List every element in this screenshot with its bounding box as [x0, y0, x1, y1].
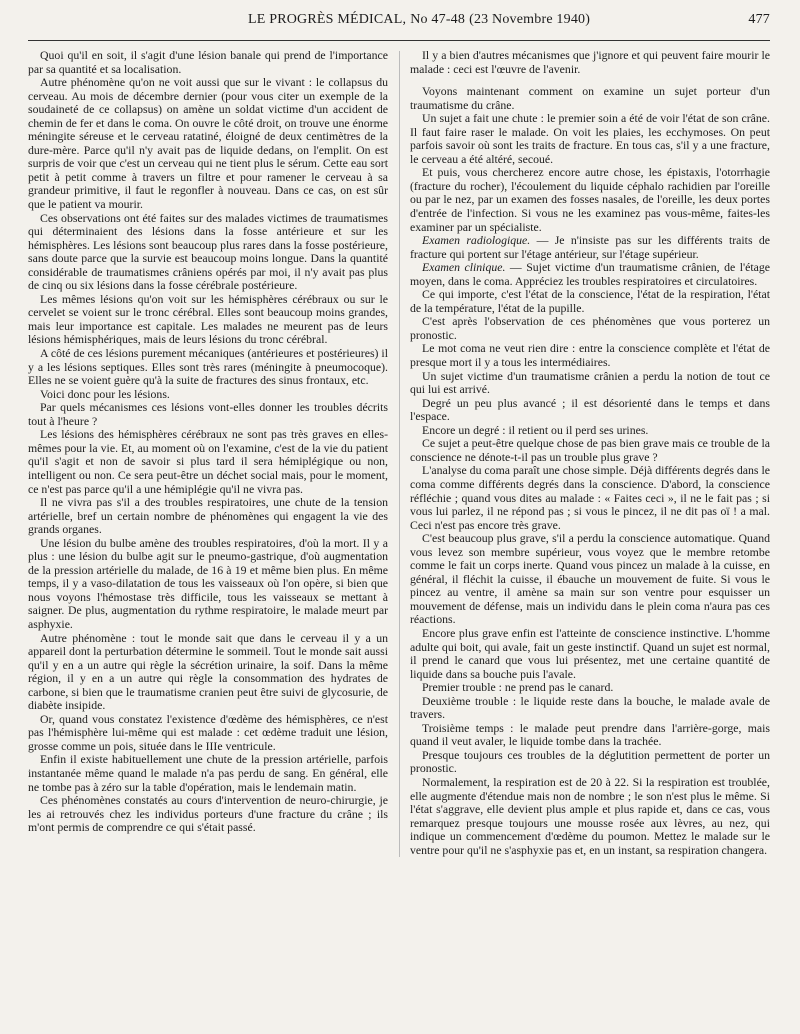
issue-date: (23 Novembre 1940) — [469, 12, 591, 27]
journal-title: LE PROGRÈS MÉDICAL, — [248, 12, 407, 27]
clinic-text: — Sujet victime d'un traumatisme crânien, de l'étage moyen, dans le coma. Appréciez les troubles respiratoires et circulatoires. — [410, 260, 770, 288]
paragraph: Or, quand vous constatez l'existence d'œdème des hémisphères, ce n'est pas l'hémisphère lui-même qui est malade : cet œdème traduit une lésion, grosse comme un pois, située dans le IIIe ventricule. — [28, 711, 388, 753]
paragraph: Une lésion du bulbe amène des troubles respiratoires, d'où la mort. Il y a plus : une lésion du bulbe agit sur le pneumo-gastrique, d'où augmentation de la pression artérielle du malade, de 16 à 19 et même bien plus. En même temps, il y a vaso-dilatation de tous les vaisseaux où l'on opère, si bien que nous voyons l'hémostase très difficile, tous les vaisseaux se mettant à saigner. De plus, augmentation du rythme respiratoire, le malade meurt par asphyxie. — [28, 535, 388, 631]
paragraph: Troisième temps : le malade peut prendre dans l'arrière-gorge, mais quand il veut avaler, le liquide tombe dans la trachée. — [410, 720, 770, 749]
paragraph: Encore plus grave enfin est l'atteinte de conscience instinctive. L'homme adulte qui boit, qui avale, fait un geste instinctif. Quand un sujet est normal, il prend le canard que vous lui présentez, met une certaine quantité de liquide dans sa bouche puis l'avale. — [410, 625, 770, 681]
running-header — [28, 12, 770, 36]
paragraph: Voyons maintenant comment on examine un sujet porteur d'un traumatisme du crâne. — [410, 84, 770, 112]
paragraph: Autre phénomène qu'on ne voit aussi que sur le vivant : le collapsus du cerveau. Au mois de décembre dernier (pour vous citer un exemple de la soudaineté de ce collapsus) on amène un soldat victime d'un accident de chemin de fer et dans le coma. On ouvre le côté droit, on trouve une énorme méningite séreuse et le cerveau ratatiné, éloigné de deux centimètres de la dure-mère. Parce qu'il n'y avait pas de liquide dedans, on l'emplit. On est surpris de voir que c'est un cerveau qui ne tient plus le sérum. Cette eau sort petit à petit comme à travers un filtre et pour ramener le cerveau à sa grandeur primitive, il faut le regonfler à nouveau. Dans ce cas, on est sûr que le patient va mourir. — [28, 75, 388, 212]
header-rule — [28, 40, 770, 41]
paragraph: A côté de ces lésions purement mécaniques (antérieures et postérieures) il y a les lésions septiques. Elles sont très rares (méningite à pneumocoque). Elles ne se voient guère qu'à la suite de fractures des sinus frontaux, etc. — [28, 346, 388, 388]
two-column-body — [28, 49, 770, 857]
paragraph: Quoi qu'il en soit, il s'agit d'une lésion banale qui prend de l'importance par sa quantité et sa localisation. — [28, 48, 388, 76]
paragraph: Premier trouble : ne prend pas le canard. — [422, 680, 614, 695]
paragraph-clinic — [410, 261, 770, 288]
paragraph: C'est beaucoup plus grave, s'il a perdu la conscience automatique. Quand vous levez son membre supérieur, vous voyez que le membre retombe comme le fait un corps inerte. Quand vous pincez un malade à la cuisse, en général, il fléchit la cuisse, il ébauche un mouvement de fuite. Si vous le pincez au ventre, il amène sa main sur son ventre pour esquisser un mouvement de défense, mais un individu dans le plein coma n'aura pas ces réactions. — [410, 531, 770, 627]
paragraph: Il y a bien d'autres mécanismes que j'ignore et qui peuvent faire mourir le malade : ceci est l'œuvre de l'avenir. — [410, 48, 770, 76]
paragraph: Ce qui importe, c'est l'état de la conscience, l'état de la respiration, l'état de la température, l'état de la pupille. — [410, 287, 770, 315]
paragraph: Deuxième trouble : le liquide reste dans la bouche, le malade avale de travers. — [410, 693, 770, 722]
paragraph: Normalement, la respiration est de 20 à 22. Si la respiration est troublée, elle augmente d'étendue mais non de nombre ; le son n'est plus le même. Si l'état s'aggrave, elle devient plus ample et plus rapide et, dans ce cas, vous remarquez presque toujours une mousse rosée aux lèvres, au nez, qui indique un commencement d'œdème du poumon. Mettez le malade sur le ventre pour qu'il ne s'asphyxie pas et, en un instant, sa respiration changera. — [410, 774, 770, 857]
paragraph: Enfin il existe habituellement une chute de la pression artérielle, parfois instantanée même quand le malade n'a pas perdu de sang. En général, elle ne tombe pas à zéro sur la table d'opération, mais le lendemain matin. — [28, 752, 388, 794]
paragraph: Un sujet a fait une chute : le premier soin a été de voir l'état de son crâne. Il faut faire raser le malade. On voit les plaies, les ecchymoses. On peut parfois savoir où sont les traits de fracture. En tous cas, s'il y a une fracture, le cerveau a été altéré, secoué. — [410, 111, 770, 166]
paragraph: Par quels mécanismes ces lésions vont-elles donner les troubles décrits tout à l'heure ? — [28, 400, 388, 428]
paragraph: Ces phénomènes constatés au cours d'intervention de neuro-chirurgie, je les ai retrouvés chez les individus porteurs d'une fracture du crâne ; ils m'ont permis de comprendre ce qui s'était passé. — [28, 793, 388, 835]
paragraph: Presque toujours ces troubles de la déglutition permettent de porter un pronostic. — [410, 747, 770, 776]
paragraph-radiology — [410, 234, 770, 261]
paragraph: Encore un degré : il retient ou il perd ses urines. — [422, 422, 649, 437]
paragraph: Degré un peu plus avancé ; il est désorienté dans le temps et dans l'espace. — [410, 395, 770, 424]
radiology-text: — Je n'insiste pas sur les différents traits de fracture qui portent sur l'étage antérieur, sur l'étage supérieur. — [410, 233, 771, 261]
left-column — [28, 49, 388, 857]
paragraph: Ce sujet a peut-être quelque chose de pas bien grave mais ce trouble de la conscience ne dénote-t-il pas un trouble plus grave ? — [410, 436, 770, 464]
paragraph: Les mêmes lésions qu'on voit sur les hémisphères cérébraux ou sur le cervelet se voient sur le tronc cérébral. Elles sont beaucoup moins grandes, mais leur importance est capitale. Les malades ne meurent pas de leurs lésions hémisphériques, mais de leurs lésions du tronc cérébral. — [28, 291, 388, 347]
paragraph: Un sujet victime d'un traumatisme crânien a perdu la notion de tout ce qui lui est arrivé. — [410, 368, 770, 397]
paragraph: Ces observations ont été faites sur des malades victimes de traumatismes qui déterminaient des lésions dans la fosse antérieure et sur les hémisphères. Les lésions sont beaucoup plus rares dans la fosse postérieure, sans doute parce que la survie est beaucoup moins longue. Dans la quantité considérable de traumatismes crâniens opérés par moi, il n'y avait pas plus de cinq ou six lésions dans la fosse cérébrale postérieure. — [28, 210, 388, 293]
page-number: 477 — [748, 12, 770, 27]
paragraph: Voici donc pour les lésions. — [40, 386, 170, 401]
paragraph: Il ne vivra pas s'il a des troubles respiratoires, une chute de la tension artérielle, bref un certain nombre de phénomènes qui engagent la vie des grands organes. — [28, 495, 388, 537]
paragraph: C'est après l'observation de ces phénomènes que vous porterez un pronostic. — [410, 314, 770, 342]
paragraph: Autre phénomène : tout le monde sait que dans le cerveau il y a un appareil dont la perturbation détermine le sommeil. Tout le monde sait aussi qu'il y en a un autre qui règle la sécrétion urinaire, la soif. Dans la même région, il y en a un autre qui règle la consommation des hydrates de carbone, si bien que le traumatisme cranien peut être suivi de glycosurie, de diabète insipide. — [28, 630, 388, 713]
paragraph: L'analyse du coma paraît une chose simple. Déjà différents degrés dans le coma comme différents degrés dans la conscience. D'abord, la conscience réfléchie ; quand vous dites au malade : « Faites ceci », il ne le fait pas ; si vous lui parlez, il ne répond pas ; si vous le pincez, il ne dit pas oï ! a mal. Ceci n'est pas encore très grave. — [410, 463, 770, 532]
column-divider — [399, 51, 400, 857]
paragraph: Le mot coma ne veut rien dire : entre la conscience complète et l'état de presque mort il y a tous les intermédiaires. — [410, 341, 770, 370]
issue-number: No 47-48 — [410, 12, 466, 27]
paragraph: Et puis, vous chercherez encore autre chose, les épistaxis, l'otorrhagie (fracture du rocher), l'écoulement du liquide céphalo rachidien par l'oreille ou par le nez, par un examen des fosses nasales, de l'oreille, les deux portes d'entrée de l'infection. Si vous ne les examinez pas vous-même, faites-les examiner par un spécialiste. — [410, 165, 770, 234]
paragraph: Les lésions des hémisphères cérébraux ne sont pas très graves en elles-mêmes pour la vie. Et, au moment où on l'examine, c'est de la vie du patient qu'il s'agit et non de savoir si plus tard il sera hémiplégique ou non, intelligent ou non. Ce sera peut-être un déchet social mais, pour le moment, ce n'est pas parce qu'il a une hémiplégie qu'il ne vivra pas. — [28, 427, 388, 496]
right-column — [410, 49, 770, 857]
section-label-radiology: Examen radiologique. — [422, 233, 531, 248]
section-label-clinic: Examen clinique. — [422, 260, 506, 275]
